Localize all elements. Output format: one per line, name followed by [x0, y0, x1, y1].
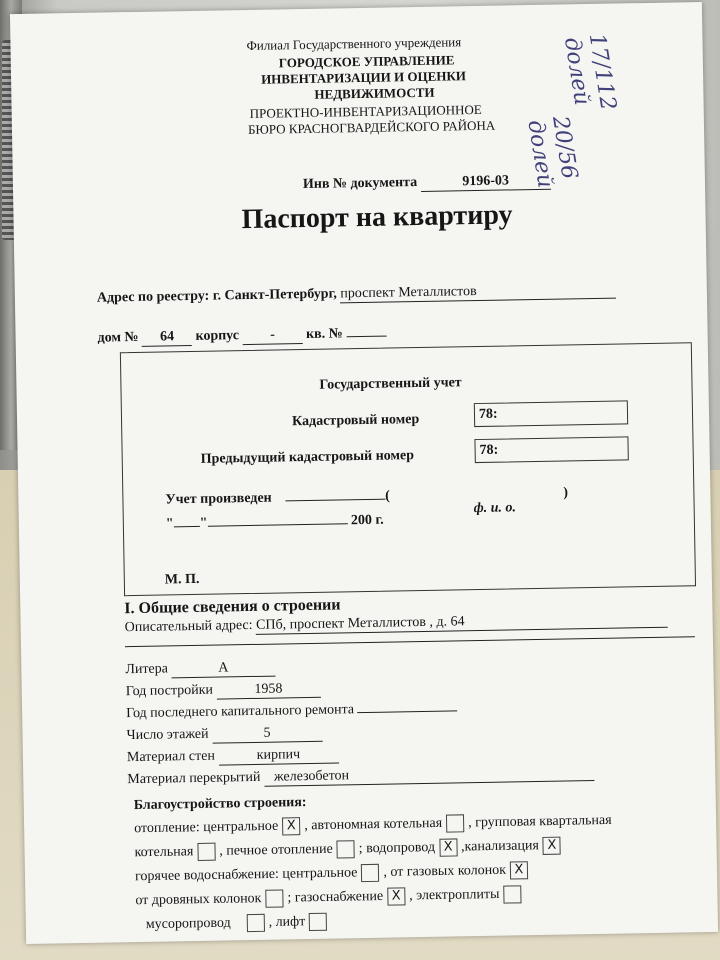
cadastral-label: Кадастровый номер	[291, 412, 420, 430]
address-row	[97, 282, 617, 308]
header-line-3: ИНВЕНТАРИЗАЦИИ И ОЦЕНКИ	[260, 68, 467, 87]
ceiling-row	[127, 764, 594, 789]
house-value: 64	[142, 329, 192, 347]
electric-stove-checkbox[interactable]	[503, 885, 521, 903]
year-label: 200 г.	[350, 512, 384, 529]
water-label: ; водопровод	[358, 840, 436, 857]
header-line-4: НЕДВИЖИМОСТИ	[314, 84, 435, 102]
year-built-value: 1958	[216, 681, 320, 700]
cadastral-field: 78:	[474, 400, 628, 427]
water-checkbox[interactable]: X	[439, 838, 457, 856]
year-built-label: Год постройки	[125, 682, 214, 700]
walls-row	[127, 746, 339, 767]
house-label: дом №	[97, 329, 139, 346]
inv-row	[303, 173, 551, 194]
lift-checkbox[interactable]	[309, 913, 327, 931]
litera-label: Литера	[125, 661, 169, 678]
garbage-chute-label: мусоропровод	[145, 915, 231, 933]
sewer-label: ,канализация	[460, 838, 539, 855]
heating-central-checkbox[interactable]: X	[282, 817, 300, 835]
prev-cadastral-field: 78:	[474, 436, 628, 463]
floors-value: 5	[212, 725, 322, 744]
month-line	[207, 523, 347, 526]
desc-address-label: Описательный адрес:	[124, 617, 253, 636]
litera-value: А	[171, 660, 275, 679]
address-value: проспект Металлистов	[340, 282, 616, 304]
paren-open: (	[385, 488, 390, 504]
header-line-2: ГОРОДСКОЕ УПРАВЛЕНИЕ	[278, 52, 455, 71]
header-line-1: Филиал Государственного учреждения	[246, 34, 462, 53]
ceiling-label: Материал перекрытий	[127, 769, 261, 788]
header-line-5: ПРОЕКТНО-ИНВЕНТАРИЗАЦИОННОЕ	[249, 101, 482, 121]
amenities-row-4	[135, 885, 525, 910]
mp-label: М. П.	[164, 571, 200, 588]
korpus-label: корпус	[195, 328, 240, 344]
desc-address-line-2	[125, 636, 695, 647]
quote-close: "	[199, 515, 208, 531]
inv-label: Инв № документа	[302, 175, 418, 193]
lift-label: , лифт	[268, 914, 306, 930]
walls-value: кирпич	[218, 746, 338, 765]
wood-column-checkbox[interactable]	[265, 889, 283, 907]
amenities-title: Благоустройство строения:	[133, 795, 307, 814]
walls-label: Материал стен	[126, 748, 216, 766]
quote-open: "	[165, 516, 174, 532]
garbage-chute-checkbox[interactable]	[246, 914, 264, 932]
hotwater-central-checkbox[interactable]	[361, 864, 379, 882]
paren-close: )	[563, 485, 569, 501]
header-line-6: БЮРО КРАСНОГВАРДЕЙСКОГО РАЙОНА	[247, 117, 496, 137]
address-label: Адрес по реестру: г. Санкт-Петербург,	[96, 286, 337, 306]
gas-column-checkbox[interactable]: X	[510, 861, 528, 879]
autonomous-label: , автономная котельная	[304, 815, 443, 834]
floors-row	[126, 725, 322, 745]
boiler-label: котельная	[134, 844, 194, 861]
floors-label: Число этажей	[126, 726, 209, 744]
prev-cadastral-label: Предыдущий кадастровый номер	[200, 448, 415, 467]
registration-date-line	[285, 499, 385, 502]
litera-row	[125, 660, 275, 680]
kv-label: кв. №	[305, 326, 343, 342]
document-title: Паспорт на квартиру	[241, 199, 513, 236]
house-row	[97, 326, 386, 348]
repair-row	[126, 700, 458, 722]
handwritten-share-1: 20/56 долей	[522, 114, 582, 190]
wood-column-label: от дровяных колонок	[135, 891, 262, 909]
amenities-row-5	[146, 913, 332, 934]
stove-label: , печное отопление	[219, 841, 333, 859]
document-page	[10, 2, 718, 944]
amenities-row-1	[134, 812, 612, 838]
repair-value	[358, 710, 458, 713]
amenities-row-3	[135, 861, 532, 886]
registry-box	[120, 342, 696, 596]
date-row	[166, 513, 384, 533]
group-label: , групповая квартальная	[468, 812, 612, 831]
desc-address-value: СПб, проспект Металлистов , д. 64	[256, 611, 668, 635]
repair-label: Год последнего капитального ремонта	[126, 702, 355, 722]
ceiling-value: железобетон	[264, 764, 594, 787]
sewer-checkbox[interactable]: X	[543, 837, 561, 855]
year-row	[126, 681, 321, 701]
stove-checkbox[interactable]	[337, 840, 355, 858]
section-1-title: I. Общие сведения о строении	[124, 596, 341, 618]
boiler-checkbox[interactable]	[197, 843, 215, 861]
heating-label: отопление: центральное	[134, 818, 279, 837]
hotwater-label: горячее водоснабжение: центральное	[134, 865, 358, 885]
day-line	[174, 526, 200, 527]
gas-supply-checkbox[interactable]: X	[387, 887, 405, 905]
kv-value	[346, 336, 386, 338]
fio-label: ф. и. о.	[473, 500, 517, 517]
electric-stove-label: , электроплиты	[409, 886, 500, 904]
gas-supply-label: ; газоснабжение	[287, 888, 384, 906]
handwritten-share-2: 17/112 долей	[558, 31, 621, 113]
inv-value: 9196-03	[421, 173, 551, 192]
registration-label: Учет произведен	[165, 490, 272, 508]
registrar-name-space	[393, 497, 563, 500]
amenities-row-2	[134, 837, 565, 863]
registry-title: Государственный учет	[319, 375, 462, 393]
korpus-value: -	[242, 327, 302, 345]
gas-column-label: , от газовых колонок	[383, 862, 507, 880]
autonomous-checkbox[interactable]	[446, 814, 464, 832]
